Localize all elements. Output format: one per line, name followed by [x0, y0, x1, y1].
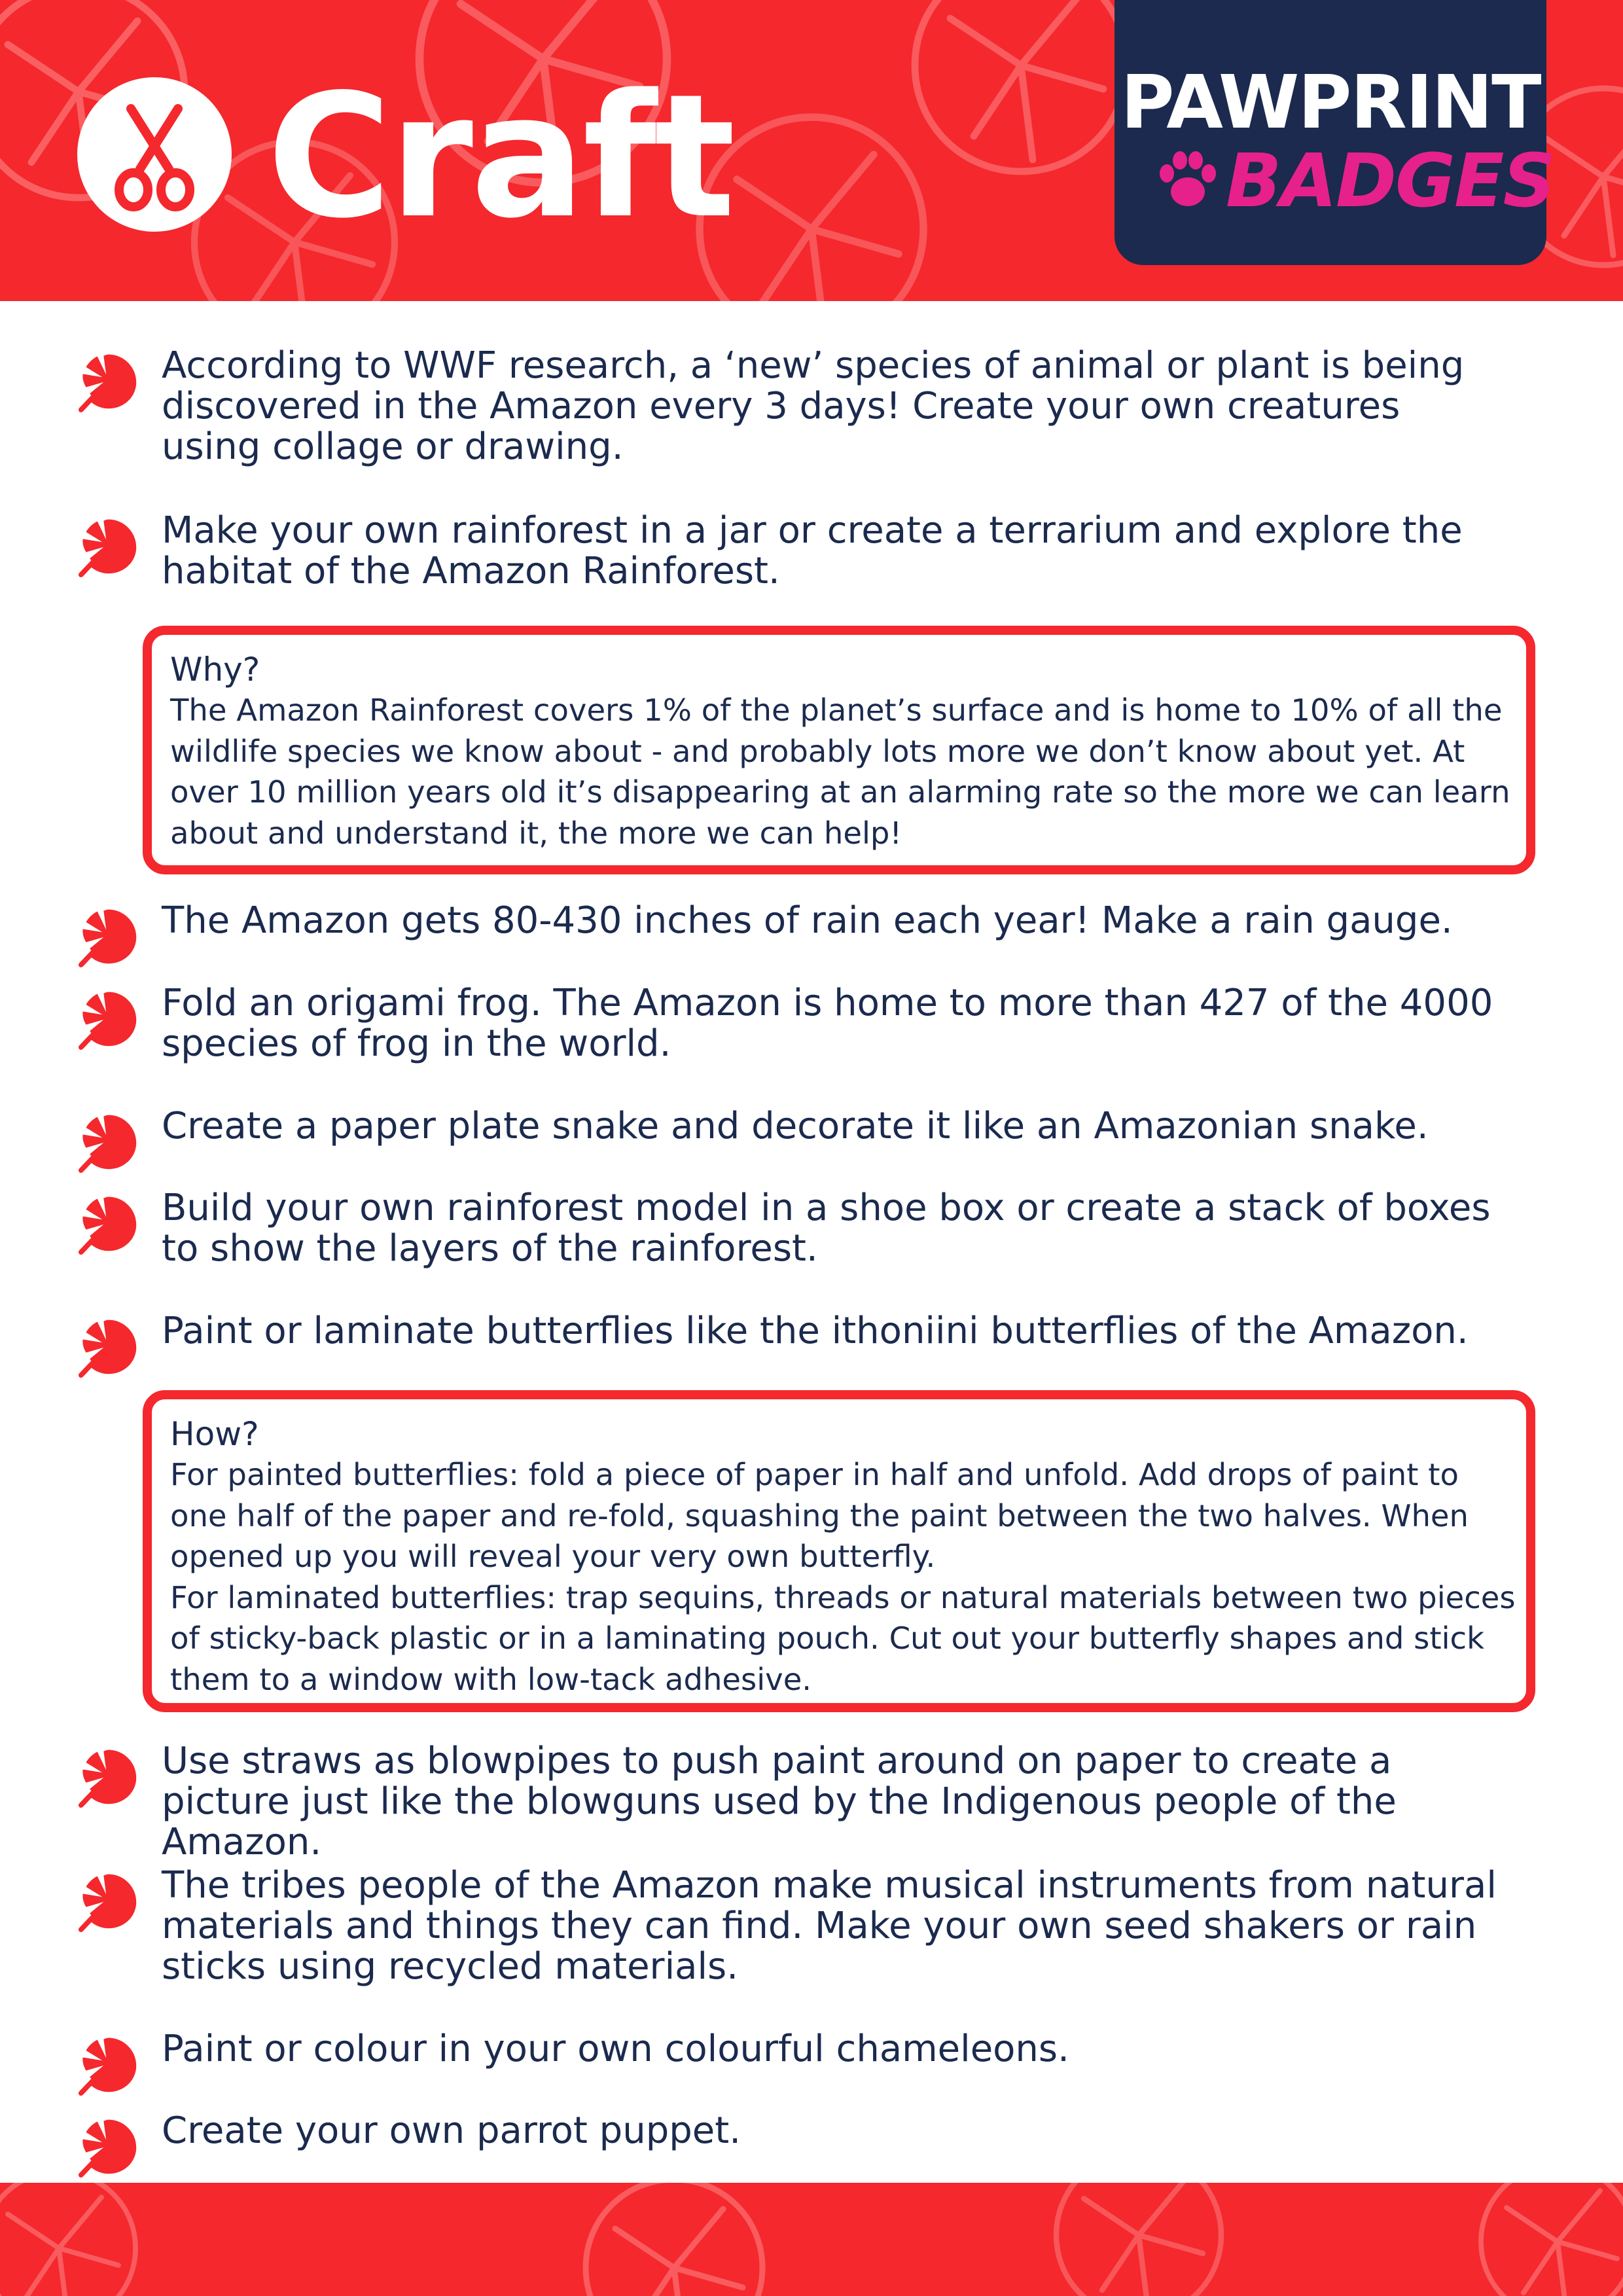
how-text-painted: For painted butterflies: fold a piece of paper in half and unfold. Add drops of paint to one half of the paper and re-fold, squashing the paint between the two halves. When opened up you will reveal your very own butterfly.: [170, 1457, 1469, 1574]
item-text: Fold an origami frog. The Amazon is home to more than 427 of the 4000 species of frog in the world.: [162, 982, 1493, 1065]
why-box: [143, 626, 1535, 874]
brand-logo: [1115, 0, 1555, 265]
why-body: [170, 690, 1525, 853]
item-text: Create a paper plate snake and decorate it like an Amazonian snake.: [162, 1105, 1429, 1147]
item-text: Make your own rainforest in a jar or create a terrarium and explore the habitat of the Amazon Rainforest.: [162, 509, 1463, 592]
page-title: Craft: [267, 58, 733, 256]
header-banner: [0, 0, 1623, 301]
why-text: The Amazon Rainforest covers 1% of the planet’s surface and is home to 10% of all the wildlife species we know about - and probably lots more we don’t know about yet. At over 10 million years old it’s disappearing at an alarming rate so the more we can learn about and understand it, the more we can help!: [170, 692, 1510, 851]
monstera-leaf-icon: [77, 905, 140, 967]
paw-icon: [1155, 147, 1221, 213]
monstera-leaf-icon: [77, 1745, 140, 1808]
item-text: Create your own parrot puppet.: [162, 2109, 741, 2152]
item-text: The Amazon gets 80-430 inches of rain each year! Make a rain gauge.: [162, 899, 1453, 942]
monstera-leaf-icon: [77, 987, 140, 1050]
how-text-laminated: For laminated butterflies: trap sequins, threads or natural materials between two pieces of sticky-back plastic or in a laminating pouch. Cut out your butterfly shapes and stick them to a window with low-tack adhesive.: [170, 1579, 1516, 1697]
how-box: [143, 1390, 1535, 1712]
brand-name-line1: PAWPRINT: [1120, 60, 1541, 145]
why-heading: Why?: [170, 651, 260, 689]
footer-banner: [0, 2183, 1623, 2296]
monstera-leaf-icon: [77, 1315, 140, 1378]
monstera-leaf-icon: [77, 1192, 140, 1255]
item-text: Paint or laminate butterflies like the ithoniini butterflies of the Amazon.: [162, 1310, 1469, 1352]
monstera-leaf-icon: [77, 514, 140, 577]
monstera-leaf-icon: [77, 350, 140, 412]
scissors-icon: [77, 77, 232, 232]
item-text: Paint or colour in your own colourful chameleons.: [162, 2028, 1069, 2070]
brand-name-line2: BADGES: [1226, 139, 1555, 224]
item-text: According to WWF research, a ‘new’ species of animal or plant is being discovered in the Amazon every 3 days! Create your own creatures using collage or drawing.: [162, 344, 1465, 468]
leaf-pattern-footer: [0, 2183, 1623, 2296]
item-text: The tribes people of the Amazon make musical instruments from natural materials and things they can find. Make your own seed shakers or rain sticks using recycled materials.: [162, 1864, 1497, 1988]
how-body: [170, 1454, 1525, 1700]
craft-icon-circle: [77, 77, 232, 232]
monstera-leaf-icon: [77, 1110, 140, 1173]
how-heading: How?: [170, 1415, 259, 1453]
monstera-leaf-icon: [77, 2033, 140, 2096]
item-text: Build your own rainforest model in a shoe box or create a stack of boxes to show the layers of the rainforest.: [162, 1187, 1491, 1270]
monstera-leaf-icon: [77, 2115, 140, 2178]
item-text: Use straws as blowpipes to push paint around on paper to create a picture just like the blowguns used by the Indigenous people of the Amazon.: [162, 1740, 1397, 1863]
monstera-leaf-icon: [77, 1869, 140, 1932]
